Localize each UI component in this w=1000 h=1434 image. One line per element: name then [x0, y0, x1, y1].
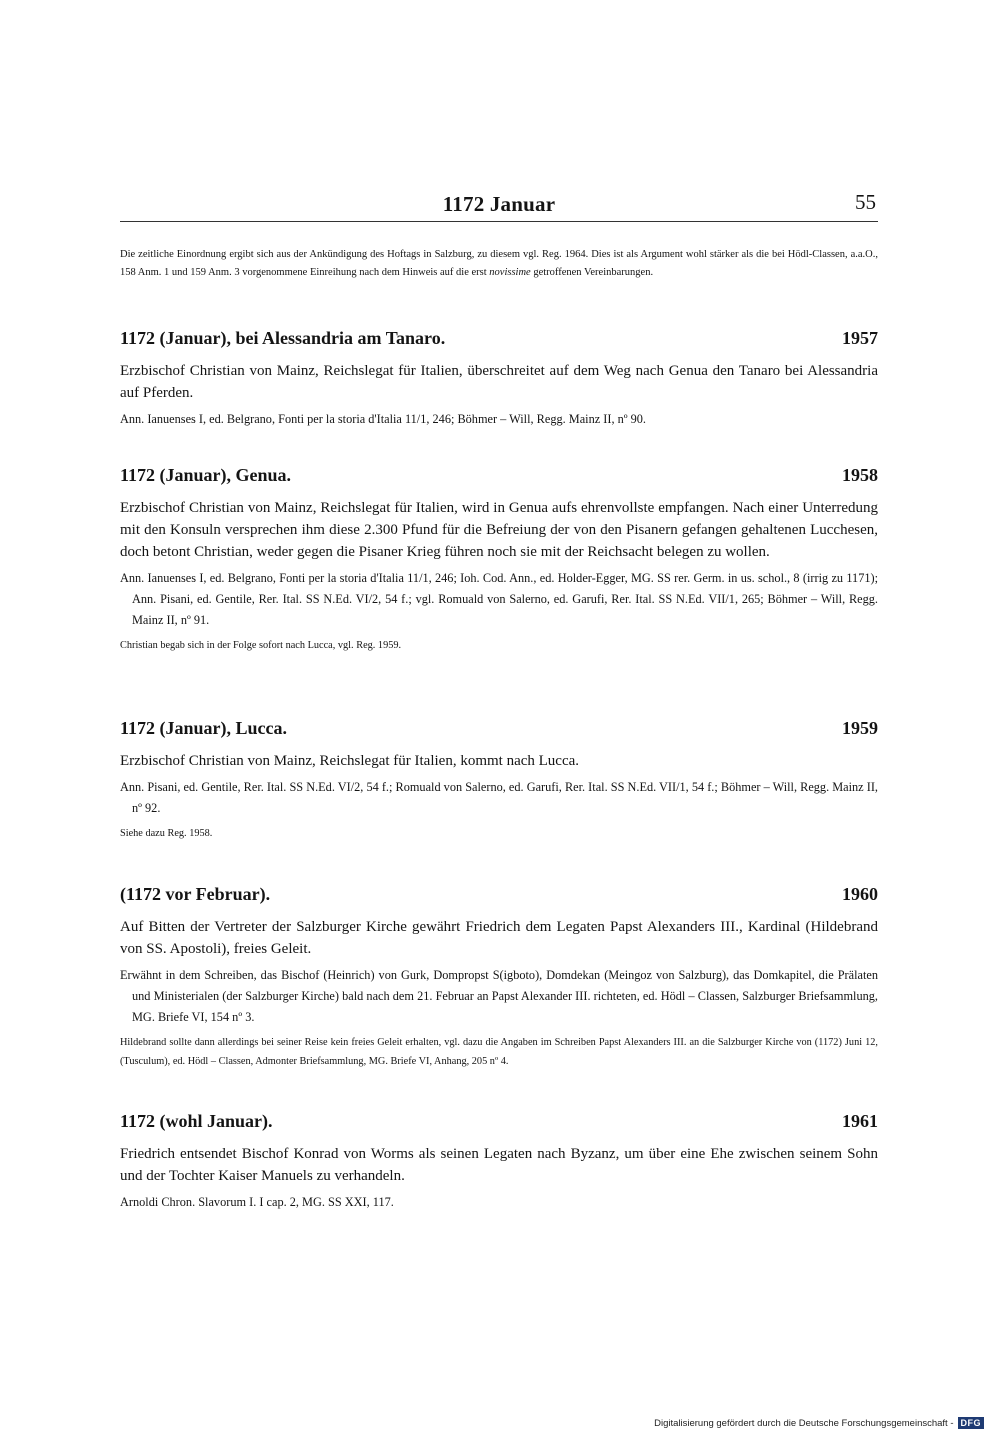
- running-title: 1172 Januar: [442, 192, 556, 216]
- entry-regest: Erzbischof Christian von Mainz, Reichslegat für Italien, kommt nach Lucca.: [120, 753, 580, 769]
- entry-number: 1958: [842, 465, 878, 485]
- page-header: [120, 190, 878, 226]
- entry-sources: Arnoldi Chron. Slavorum I. I cap. 2, MG. SS XXI, 117.: [120, 1195, 394, 1209]
- header-rule: [120, 221, 878, 222]
- dfg-logo: DFG: [958, 1417, 985, 1429]
- entry-regest: Erzbischof Christian von Mainz, Reichslegat für Italien, wird in Genua aufs ehrenvollste empfangen. Nach einer Unterredung mit den Konsuln versprechen ihm diese 2.300 Pfund für die Befreiung der von den Pisanern gefangen gehaltenen Lucchesen, doch betont Christian, weder gegen die Pisaner Krieg führen noch sie mit der Reichsacht belegen zu wollen.: [120, 500, 878, 560]
- entry-head: [120, 1111, 878, 1135]
- entry-regest: Erzbischof Christian von Mainz, Reichslegat für Italien, überschreitet auf dem Weg nach Genua den Tanaro bei Alessandria auf Pferden.: [120, 363, 878, 401]
- digitization-credit: [654, 1417, 984, 1429]
- entry-remark: Christian begab sich in der Folge sofort nach Lucca, vgl. Reg. 1959.: [120, 640, 402, 651]
- intro-note-emphasis: novissime: [489, 267, 531, 278]
- entry-heading: (1172 vor Februar).: [120, 884, 271, 904]
- entry-remark: Siehe dazu Reg. 1958.: [120, 828, 213, 839]
- entry-heading: 1172 (Januar), bei Alessandria am Tanaro.: [120, 328, 446, 348]
- entry-number: 1961: [842, 1111, 878, 1131]
- intro-note-text: Die zeitliche Einordnung ergibt sich aus der Ankündigung des Hoftags in Salzburg, zu diesem vgl. Reg. 1964. Dies ist als Argument wohl stärker als die bei Hödl-Classen, a.a.O., 158 Anm. 1 und 159 Anm. 3 vorgenommene Einreihung nach dem Hinweis auf die erst: [120, 249, 878, 278]
- entry-sources: Ann. Pisani, ed. Gentile, Rer. Ital. SS N.Ed. VI/2, 54 f.; Romuald von Salerno, ed. Garufi, Rer. Ital. SS N.Ed. VII/1, 54 f.; Böhmer – Will, Regg. Mainz II, nº 92.: [120, 780, 878, 815]
- entry-head: [120, 884, 878, 908]
- entry-heading: 1172 (Januar), Lucca.: [120, 718, 288, 738]
- regest-entry-1957: [120, 328, 878, 430]
- entry-regest: Friedrich entsendet Bischof Konrad von Worms als seinen Legaten nach Byzanz, um über eine Ehe zwischen seinem Sohn und der Tochter Kaiser Manuels zu verhandeln.: [120, 1146, 878, 1184]
- credit-text: Digitalisierung gefördert durch die Deutsche Forschungsgemeinschaft -: [654, 1417, 954, 1429]
- entry-number: 1960: [842, 884, 878, 904]
- entry-remark: Hildebrand sollte dann allerdings bei seiner Reise kein freies Geleit erhalten, vgl. dazu die Angaben im Schreiben Papst Alexanders III. an die Salzburger Kirche von (1172) Juni 12, (Tusculum), ed. Hödl – Classen, Admonter Briefsammlung, MG. Briefe VI, Anhang, 205 nº 4.: [120, 1037, 878, 1067]
- entry-head: [120, 718, 878, 742]
- entry-regest: Auf Bitten der Vertreter der Salzburger Kirche gewährt Friedrich dem Legaten Papst Alexanders III., Kardinal (Hildebrand von SS. Apostoli), freies Geleit.: [120, 919, 878, 957]
- page-number: 55: [855, 190, 876, 214]
- entry-head: [120, 465, 878, 489]
- entry-sources: Erwähnt in dem Schreiben, das Bischof (Heinrich) von Gurk, Dompropst S(igboto), Domdekan (Meingoz von Salzburg), das Domkapitel, die Prälaten und Ministerialen (der Salzburger Kirche) bald nach dem 21. Februar an Papst Alexander III. richteten, ed. Hödl – Classen, Salzburger Briefsammlung, MG. Briefe VI, 154 nº 3.: [120, 968, 878, 1024]
- entry-number: 1959: [842, 718, 878, 738]
- intro-note-text-end: getroffenen Vereinbarungen.: [530, 267, 654, 278]
- regest-entry-1960: [120, 884, 878, 1071]
- entry-head: [120, 328, 878, 352]
- entry-sources: Ann. Ianuenses I, ed. Belgrano, Fonti per la storia d'Italia 11/1, 246; Ioh. Cod. Ann., ed. Holder-Egger, MG. SS rer. Germ. in us. schol., 8 (irrig zu 1171); Ann. Pisani, ed. Gentile, Rer. Ital. SS N.Ed. VI/2, 54 f.; vgl. Romuald von Salerno, ed. Garufi, Rer. Ital. SS N.Ed. VII/1, 265; Böhmer – Will, Regg. Mainz II, nº 91.: [120, 571, 878, 627]
- entry-heading: 1172 (Januar), Genua.: [120, 465, 292, 485]
- regest-entry-1959: [120, 718, 878, 843]
- entry-sources: Ann. Ianuenses I, ed. Belgrano, Fonti per la storia d'Italia 11/1, 246; Böhmer – Will, Regg. Mainz II, nº 90.: [120, 412, 646, 426]
- entry-number: 1957: [842, 328, 878, 348]
- entry-heading: 1172 (wohl Januar).: [120, 1111, 273, 1131]
- intro-note: [120, 246, 878, 282]
- regest-entry-1961: [120, 1111, 878, 1213]
- regest-entry-1958: [120, 465, 878, 655]
